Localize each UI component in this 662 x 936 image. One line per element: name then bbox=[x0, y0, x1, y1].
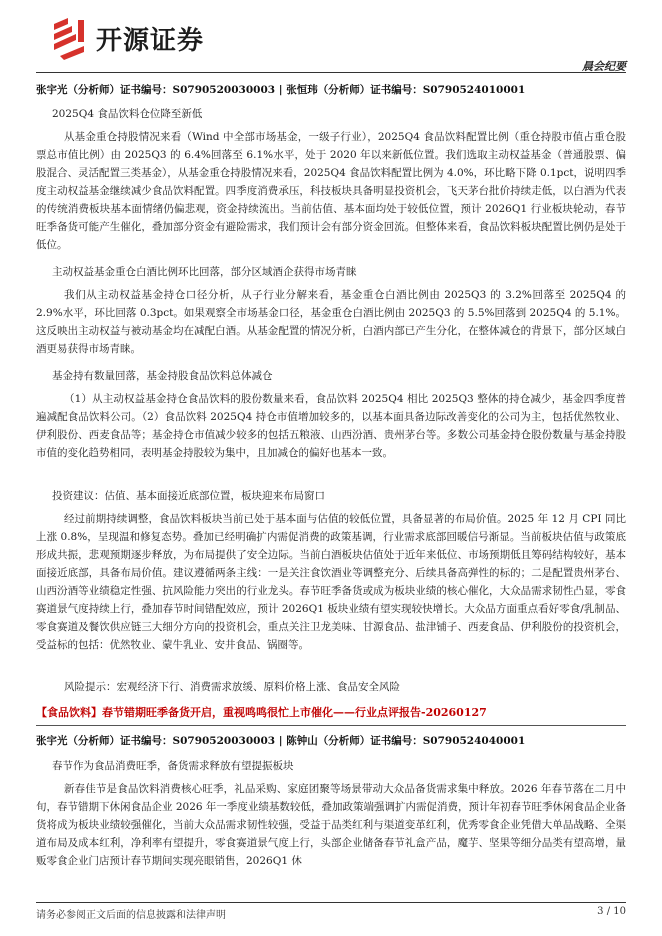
report-type-label: 晨会纪要 bbox=[582, 60, 626, 73]
report-title-link[interactable]: 【食品饮料】春节错期旺季备货开启，重视鸣鸣很忙上市催化——行业点评报告-20260127 bbox=[36, 706, 487, 719]
footer-disclaimer: 请务必参阅正文后面的信息披露和法律声明 bbox=[36, 910, 226, 921]
page-number: 3 / 10 bbox=[597, 906, 626, 917]
section1-paragraph-2: 我们从主动权益基金持仓口径分析，从子行业分解来看，基金重仓白酒比例由 2025Q3 的 3.2%回落至 2025Q4 的 2.9%水平，环比回落 0.3pct。如果观察全市场基金口径，基金重仓白酒比例由 2025Q3 的 5.5%回落到 2025Q4 的 5.1%。这反映出主动权益与被动基金均在减配白酒。从基金配置的情况分析，白酒内部已产生分化，在整体减仓的背景下，部分区域白酒更易获得市场青睐。 bbox=[36, 289, 626, 355]
kaiyuan-logo-icon bbox=[50, 16, 88, 60]
section1-subheading-3: 基金持有数量回落，基金持股食品饮料总体减仓 bbox=[52, 370, 273, 382]
section2-authors: 张宇光（分析师）证书编号：S0790520030003 | 陈钟山（分析师）证书编号：S0790524040001 bbox=[36, 735, 526, 747]
risk-warning: 风险提示：宏观经济下行、消费需求放缓、原料价格上涨、食品安全风险 bbox=[64, 681, 400, 693]
section1-subheading-1: 2025Q4 食品饮料仓位降至新低 bbox=[52, 108, 203, 120]
page-header bbox=[36, 14, 626, 64]
section1-paragraph-3: （1）从主动权益基金持仓食品饮料的股份数量来看，食品饮料 2025Q4 相比 2025Q3 整体的持仓减少，基金四季度普遍减配食品饮料公司。（2）食品饮料 2025Q4 持仓市值增加较多的，以基本面具备边际改善变化的公司为主，包括优然牧业、伊利股份、西麦食品等；基金持仓市值减少较多的包括五粮液、山西汾酒、贵州茅台等。多数公司基金持仓股份数量与基金持股市值的变化趋势相同，表明基金持股较为集中，且加减仓的偏好也基本一致。 bbox=[36, 393, 626, 459]
section-divider bbox=[36, 725, 626, 726]
section2-paragraph: 新春佳节是食品饮料消费核心旺季，礼品采购、家庭团聚等场景带动大众品备货需求集中释放。2026 年春节落在二月中旬，春节错期下休闲食品企业 2026 年一季度业绩基数较低，叠加政策端强调扩内需促消费，预计年初春节旺季休闲食品企业备货将成为板块业绩较强催化，当前大众品需求韧性较强，受益于品类红利与渠道变革红利，优秀零食企业凭借大单品战略、全渠道布局及成本红利，净利率有望提升，零食赛道景气度上行，头部企业储备春节礼盒产品，魔芋、坚果等细分品类有望高增，量贩零食企业门店预计春节期间实现亮眼销售，2026Q1 休 bbox=[36, 783, 626, 867]
section1-authors: 张宇光（分析师）证书编号：S0790520030003 | 张恒玮（分析师）证书编号：S0790524010001 bbox=[36, 84, 526, 96]
section1-subheading-2: 主动权益基金重仓白酒比例环比回落，部分区域酒企获得市场青睐 bbox=[52, 266, 357, 278]
header-divider bbox=[36, 72, 626, 73]
section1-subheading-4: 投资建议：估值、基本面接近底部位置，板块迎来布局窗口 bbox=[52, 490, 325, 502]
footer-divider bbox=[36, 902, 626, 903]
section1-paragraph-1: 从基金重仓持股情况来看（Wind 中全部市场基金，一级子行业），2025Q4 食品饮料配置比例（重仓持股市值占重仓股票总市值比例）由 2025Q3 的 6.4%回落至 6.1%水平，处于 2020 年以来新低位置。我们选取主动权益基金（普通股票、偏股混合、灵活配置三类基金），从基金重仓持股情况来看，2025Q4 食品饮料配置比例为 4.0%，环比略下降 0.1pct，说明四季度主动权益基金继续减少食品饮料配置。四季度消费承压，科技板块具备明显投资机会，飞天茅台批价持续走低，以白酒为代表的传统消费板块基本面情绪仍偏悲观，资金持续流出。当前估值、基本面均处于较低位置，预计 2026Q1 行业板块轮动，春节旺季备货可能产生催化，叠加部分资金有避险需求，我们预计会有部分资金回流。但整体来看，食品饮料板块配置比例仍是处于低位。 bbox=[36, 131, 626, 251]
logo-text: 开源证券 bbox=[96, 26, 205, 56]
section2-subheading: 春节作为食品消费旺季，备货需求释放有望提振板块 bbox=[52, 760, 294, 772]
section1-paragraph-4: 经过前期持续调整，食品饮料板块当前已处于基本面与估值的较低位置，具备显著的布局价值。2025 年 12 月 CPI 同比上涨 0.8%，呈现温和修复态势。叠加已经明确扩内需促消费的政策基调，行业需求底部回暖信号渐显。当前板块估值与政策底形成共振，悲观预期逐步释放，为布局提供了安全边际。当前白酒板块估值处于近年来低位、市场预期低且筹码结构较好，基本面接近底部，具备布局价值。建议遵循两条主线：一是关注食饮酒业等调整充分、后续具备高弹性的标的；二是配置贵州茅台、山西汾酒等业绩稳定性强、抗风险能力突出的行业龙头。春节旺季备货或成为板块业绩的核心催化，大众品需求韧性凸显，零食赛道景气度持续上行，叠加春节时间错配效应，预计 2026Q1 板块业绩有望实现较快增长。大众品方面重点看好零食/乳制品、零食赛道及餐饮供应链三大细分方向的投资机会，重点关注卫龙美味、甘源食品、盐津铺子、西麦食品、伊利股份的投资机会，受益标的包括：优然牧业、蒙牛乳业、安井食品、锅圈等。 bbox=[36, 513, 626, 651]
